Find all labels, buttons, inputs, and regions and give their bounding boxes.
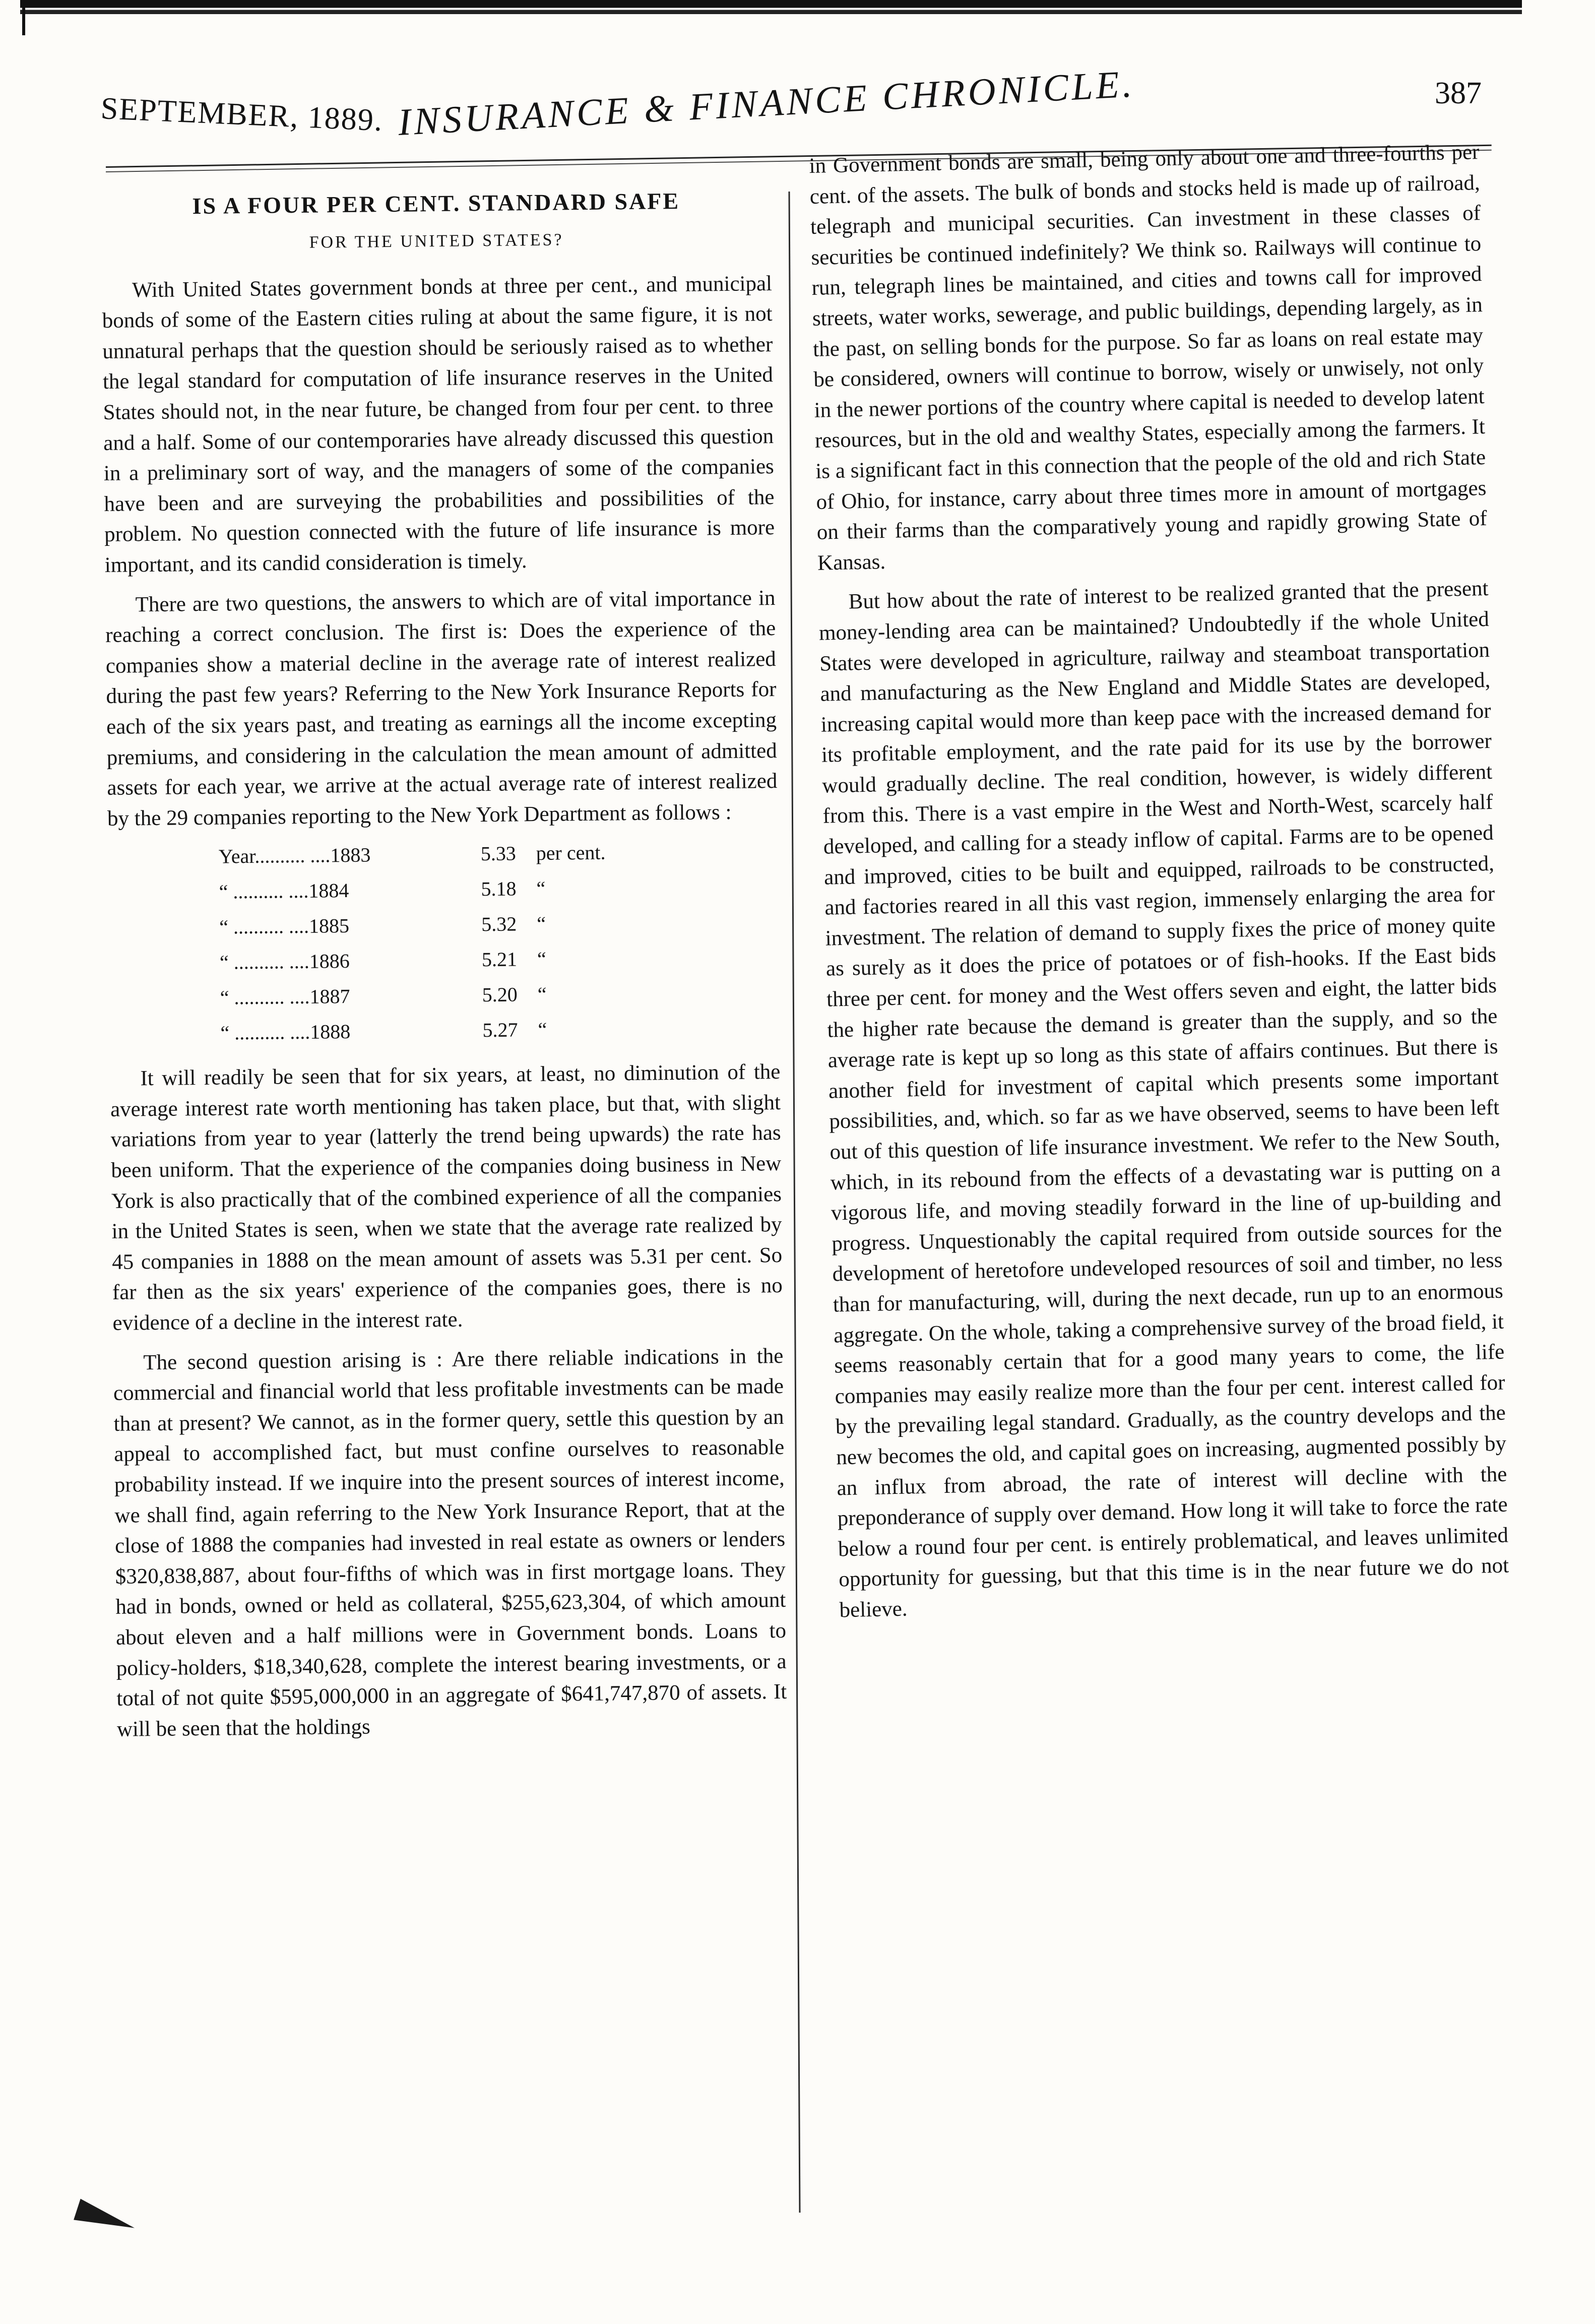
article-headline: IS A FOUR PER CENT. STANDARD SAFE [192, 187, 680, 219]
left-column [101, 184, 787, 1745]
rate-row [220, 974, 780, 1016]
paragraph: It will readily be seen that for six years, at least, no diminution of the average interest rate worth mentioning has taken place, but that, with slight variations from year to year (latterly the trend being upwards) the rate has been uniform. That the experience of the companies doing business in New York is also practically that of the combined experience of all the companies in the United States is seen, when we state that the average rate realized by 45 companies in 1888 on the mean amount of assets was 5.31 per cent. So far then as the six years' experience of the companies goes, there is no evidence of a decline in the interest rate. [110, 1060, 783, 1335]
rate-row [219, 904, 779, 945]
paragraph: But how about the rate of interest to be realized granted that the present money-lending area can be maintained? Undoubtedly if the whole United States were developed in agriculture, railway and steamboat transportation and manufacturing as the New England and Middle States are developed, increasing capital would more than keep pace with the increased demand for its profitable employment, and the rate paid for its use by the borrower would gradually decline. The real condition, however, is widely different from this. There is a vast empire in the West and North-West, scarcely half developed, and calling for a steady inflow of capital. Farms are to be opened and improved, cities to be built and equipped, railroads to be constructed, and factories reared in all this vast region, immensely enlarging the area for investment. The relation of demand to supply fixes the price of money quite as surely as it does the price of potatoes or of fish-hooks. If the East bids three per cent. for money and the West offers seven and eight, the latter bids the higher rate because the demand is greater than the supply, and so the average rate is kept up so long as this state of affairs continues. But there is another field for investment of capital which presents some important possibilities, and, which. so far as we have observed, seems to have been left out of this question of life insurance investment. We refer to the New South, which, in its rebound from the effects of a devastating war is putting on a vigorous life, and moving steadily forward in the line of up-building and progress. Unquestionably the capital required from outside sources for the development of heretofore undeveloped resources of soil and timber, no less than for manufacturing, will, during the next decade, run up to an enormous aggregate. On the whole, taking a comprehensive survey of the broad field, it seems reasonably certain that for a good many years to come, the life companies may easily realize more than the four per cent. interest called for by the prevailing legal standard. Gradually, as the country develops and the new becomes the old, and capital goes on increasing, augmented possibly by an influx from abroad, the rate of interest will decline with the preponderance of supply over demand. How long it will take to force the rate below a round four per cent. is entirely problematical, and leaves unlimited opportunity for guessing, but that this time is in the near future we do not believe. [818, 577, 1509, 1622]
rate-unit: “ [537, 948, 546, 971]
issue-date: SEPTEMBER, 1889. [100, 91, 384, 138]
rate-unit: per cent. [536, 841, 606, 865]
page-number: 387 [1435, 76, 1482, 110]
rate-value: 5.32 [481, 912, 517, 936]
right-column [809, 137, 1510, 1626]
rate-value: 5.21 [481, 948, 518, 971]
rate-year: “ .......... ....1887 [220, 985, 350, 1009]
rate-year: “ .......... ....1888 [220, 1020, 351, 1044]
rate-year: “ .......... ....1885 [219, 914, 350, 938]
rate-value: 5.27 [482, 1018, 518, 1042]
rate-row [218, 833, 778, 874]
paragraph: There are two questions, the answers to which are of vital importance in reaching a correct conclusion. The first is: Does the experience of the companies show a material decline in the average rate of interest realized during the past few years? Referring to the New York Insurance Reports for each of the six years past, and treating as earnings all the income excepting premiums, and considering in the calculation the mean amount of admitted assets for each year, we arrive at the actual average rate of interest realized by the 29 companies reporting to the New York Department as follows : [105, 586, 778, 831]
paragraph: The second question arising is : Are there reliable indications in the commercial and financial world that less profitable investments can be made than at present? We cannot, as in the former query, settle this question by an appeal to accomplished fact, but must confine ourselves to reasonable probability instead. If we inquire into the present sources of interest income, we shall find, again referring to the New York Insurance Report, that at the close of 1888 the companies had invested in real estate as owners or lenders $320,838,887, about four-fifths of which was in first mortgage loans. They had in bonds, owned or held as collateral, $255,623,304, of which amount about eleven and a half millions were in Government bonds. Loans to policy-holders, $18,340,628, complete the interest bearing investments, or a total of not quite $595,000,000 in an aggregate of $641,747,870 of assets. It will be seen that the holdings [113, 1344, 787, 1741]
rate-year: “ .......... ....1884 [219, 879, 349, 903]
article-subheadline: FOR THE UNITED STATES? [309, 230, 564, 252]
rate-value: 5.33 [480, 842, 517, 865]
column-divider [789, 192, 801, 2213]
rate-unit: “ [536, 877, 546, 900]
paragraph: in Government bonds are small, being only about one and three-fourths per cent. of the assets. The bulk of bonds and stocks held is made up of railroad, telegraph and municipal securities. Can investment in these classes of securities be continued indefinitely? We think so. Railways will continue to run, telegraph lines be maintained, and cities and towns call for improved streets, water works, sewerage, and public buildings, depending largely, as in the past, on selling bonds for the purpose. So far as loans on real estate may be considered, owners will continue to borrow, wisely or unwisely, not only in the newer portions of the country where capital is needed to develop latent resources, but in the old and wealthy States, especially among the farmers. It is a significant fact in this connection that the people of the old and rich State of Ohio, for instance, carry about three times more in amount of mortgages on their farms than the comparatively young and rapidly growing State of Kansas. [809, 140, 1488, 575]
top-edge-mark [22, 5, 25, 35]
publication-title: INSURANCE & FINANCE CHRONICLE. [397, 62, 1136, 144]
interest-rate-table [218, 833, 780, 1051]
rate-year: “ .......... ....1886 [219, 950, 350, 974]
page-corner-mark [74, 2199, 138, 2239]
rate-row [219, 868, 779, 910]
rate-unit: “ [538, 1018, 547, 1041]
rate-year: Year.......... ....1883 [218, 843, 371, 868]
rate-row [220, 939, 780, 980]
rate-value: 5.18 [481, 877, 517, 901]
rate-unit: “ [537, 912, 546, 935]
rate-row [220, 1010, 780, 1051]
rate-value: 5.20 [482, 983, 518, 1007]
paragraph: With United States government bonds at three per cent., and municipal bonds of some of the Eastern cities ruling at about the same figure, it is not unnatural perhaps that the question should be seriously raised as to whether the legal standard for computation of life insurance reserves in the United States should not, in the near future, be changed from four per cent. to three and a half. Some of our contemporaries have already discussed this question in a preliminary sort of way, and the managers of some of the companies have been and are surveying the probabilities and possibilities of the problem. No question connected with the future of life insurance is more important, and its candid consideration is timely. [102, 271, 775, 577]
rate-unit: “ [537, 983, 547, 1006]
top-border-rule [20, 0, 1522, 14]
